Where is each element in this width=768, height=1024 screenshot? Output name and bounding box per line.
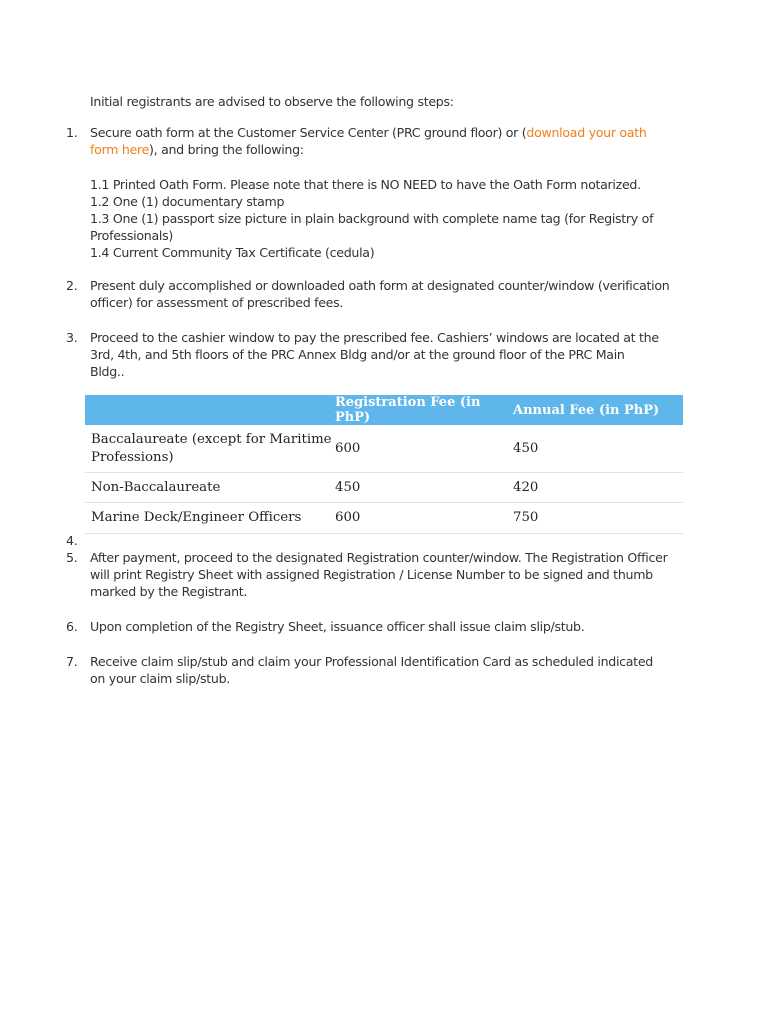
step-6 [66,618,686,635]
annual-fee-cell: 750 [513,503,683,534]
step-3-text [90,329,690,380]
step-5-line-1: After payment, proceed to the designated Registration counter/window. The Registration Officer [90,550,668,565]
subitem-1-4: 1.4 Current Community Tax Certificate (cedula) [90,245,375,260]
step-1-text [90,124,690,158]
step-1 [66,124,686,158]
step-4 [66,532,686,549]
step-2-line-1: Present duly accomplished or downloaded oath form at designated counter/window (verification [90,278,670,293]
fee-table-header-registration: Registration Fee (in PhP) [335,395,513,425]
table-row [85,425,683,473]
fee-category-cell: Baccalaureate (except for Maritime Professions) [85,425,335,473]
step-6-line-1: Upon completion of the Registry Sheet, issuance officer shall issue claim slip/stub. [90,619,585,634]
subitem-1-3-continued: Professionals) [90,228,173,243]
step-1-subitems [90,176,653,261]
step-3-line-3: Bldg.. [90,364,125,379]
download-oath-form-link[interactable]: download your oath [526,125,647,140]
intro-text: Initial registrants are advised to observe the following steps: [90,94,454,109]
step-7-line-1: Receive claim slip/stub and claim your Professional Identification Card as scheduled indicated [90,654,653,669]
fee-table-header-annual: Annual Fee (in PhP) [513,395,683,425]
step-5-line-3: marked by the Registrant. [90,584,248,599]
fee-table-header-category [85,395,335,425]
step-number: 5. [66,550,78,565]
step-7 [66,653,686,687]
step-7-line-2: on your claim slip/stub. [90,671,230,686]
fee-table-header-row [85,395,683,425]
step-number: 4. [66,533,78,548]
registration-fee-cell: 450 [335,473,513,503]
annual-fee-cell: 420 [513,473,683,503]
step-number: 3. [66,330,78,345]
step-2-text [90,277,690,311]
subitem-1-1: 1.1 Printed Oath Form. Please note that there is NO NEED to have the Oath Form notarized. [90,177,641,192]
subitem-1-2: 1.2 One (1) documentary stamp [90,194,285,209]
step-5-line-2: will print Registry Sheet with assigned Registration / License Number to be signed and thumb [90,567,653,582]
step-2 [66,277,686,311]
step-3-line-2: 3rd, 4th, and 5th floors of the PRC Annex Bldg and/or at the ground floor of the PRC Main [90,347,625,362]
step-number: 1. [66,125,78,140]
fee-category-cell: Non-Baccalaureate [85,473,335,503]
registration-fee-cell: 600 [335,425,513,473]
step-6-text [90,618,690,635]
subitem-1-3: 1.3 One (1) passport size picture in plain background with complete name tag (for Registry of [90,211,654,226]
table-row [85,503,683,534]
step-2-line-2: officer) for assessment of prescribed fees. [90,295,344,310]
step-1-line-2: form here), and bring the following: [90,142,304,157]
step-7-text [90,653,690,687]
fee-category-cell: Marine Deck/Engineer Officers [85,503,335,534]
annual-fee-cell: 450 [513,425,683,473]
table-row [85,473,683,503]
step-number: 2. [66,278,78,293]
step-3 [66,329,686,380]
step-number: 7. [66,654,78,669]
download-oath-form-link-continued[interactable]: form here [90,142,150,157]
fee-table [85,395,683,534]
step-3-line-1: Proceed to the cashier window to pay the prescribed fee. Cashiers’ windows are located at the [90,330,659,345]
registration-fee-cell: 600 [335,503,513,534]
step-5-text [90,549,690,600]
step-5 [66,549,686,600]
step-1-line-1: Secure oath form at the Customer Service Center (PRC ground floor) or (download your oath [90,125,647,140]
step-number: 6. [66,619,78,634]
